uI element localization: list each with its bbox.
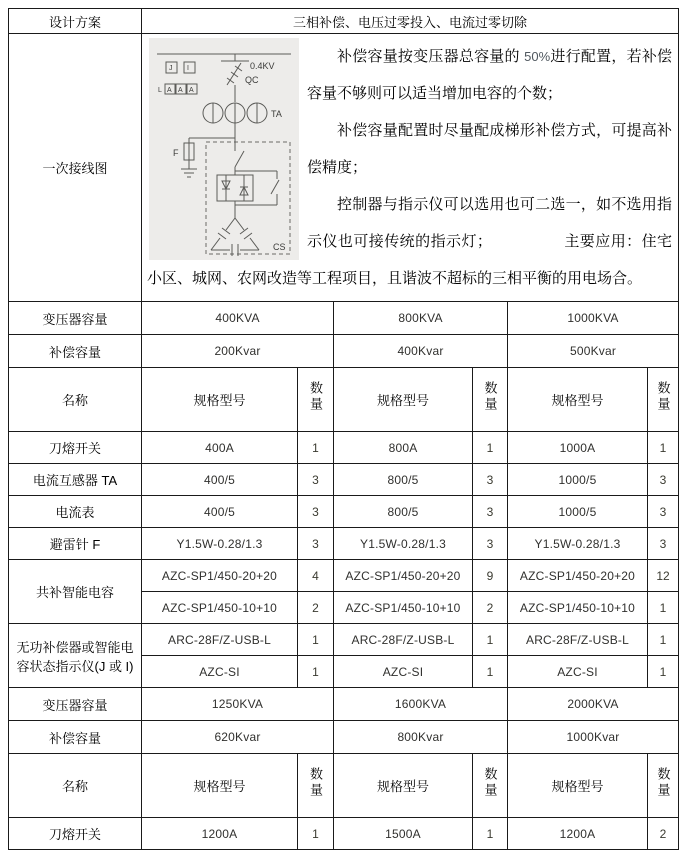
qty-header-text: 数量 [655,767,671,799]
compensation-capacity-label: 补偿容量 [9,335,142,368]
spec-cell: AZC-SI [334,656,473,688]
controller-group-name: 无功补偿器或智能电容状态指示仪(J 或 I) [9,624,142,688]
spec-cell: 1000/5 [508,464,648,496]
qty-cell: 1 [298,818,334,850]
spec-cell: ARC-28F/Z-USB-L [508,624,648,656]
spec-cell: AZC-SP1/450-20+20 [508,560,648,592]
qty-cell: 2 [473,592,508,624]
equipment-row [9,432,679,464]
spec-cell: 1000A [508,432,648,464]
design-scheme-label: 设计方案 [9,9,142,34]
qty-cell: 3 [298,528,334,560]
spec-cell: 800/5 [334,496,473,528]
qc-label: QC [245,75,259,85]
name-header: 名称 [9,368,142,432]
transformer-value: 400KVA [142,302,334,335]
compensation-value: 200Kvar [142,335,334,368]
table-header-row-2 [9,754,679,818]
one-line-diagram-svg [149,38,299,260]
qty-header [473,368,508,432]
qty-cell: 3 [473,528,508,560]
a3-label: A [189,87,194,94]
arrester-symbol [181,138,235,177]
spec-cell: 400/5 [142,496,298,528]
equipment-row [9,528,679,560]
equipment-name: 电流互感器 TA [9,464,142,496]
qty-cell: 3 [473,496,508,528]
diagram-and-notes-cell [142,34,679,302]
ta-label: TA [271,109,282,119]
compensation-value: 400Kvar [334,335,508,368]
diagram-row [9,34,679,302]
spec-header: 规格型号 [508,754,648,818]
spec-cell: AZC-SP1/450-10+10 [334,592,473,624]
qty-cell: 1 [648,592,679,624]
spec-cell: AZC-SP1/450-10+10 [142,592,298,624]
design-scheme-row [9,9,679,34]
qty-cell: 1 [298,656,334,688]
transformer-value: 1000KVA [508,302,679,335]
transformer-value: 800KVA [334,302,508,335]
delta-capacitor-symbol [211,218,259,256]
equipment-name: 刀熔开关 [9,818,142,850]
qty-cell: 4 [298,560,334,592]
spec-sheet [8,8,679,850]
spec-header: 规格型号 [508,368,648,432]
transformer-capacity-row-1 [9,302,679,335]
a2-label: A [178,87,183,94]
spec-cell: ARC-28F/Z-USB-L [142,624,298,656]
note1-percent: 50% [524,49,551,64]
compensation-value: 1000Kvar [508,721,679,754]
qty-cell: 3 [473,464,508,496]
name-header: 名称 [9,754,142,818]
qty-cell: 1 [473,432,508,464]
qty-cell: 2 [648,818,679,850]
spec-cell: 400/5 [142,464,298,496]
transformer-capacity-label: 变压器容量 [9,302,142,335]
equipment-row [9,464,679,496]
i-box-label: I [187,65,189,72]
qty-header-text: 数量 [482,767,498,799]
qty-header-text: 数量 [308,767,323,799]
qty-cell: 1 [648,656,679,688]
qty-cell: 3 [298,464,334,496]
l-label: L [158,87,162,94]
note-paragraph-2: 补偿容量配置时尽量配成梯形补偿方式，可提高补偿精度； [307,122,673,176]
spec-header: 规格型号 [334,754,473,818]
spec-cell: Y1.5W-0.28/1.3 [142,528,298,560]
qty-cell: 1 [298,432,334,464]
spec-header: 规格型号 [142,754,298,818]
note1-pre: 补偿容量按变压器总容量的 [337,48,525,65]
contact-switch-symbol [235,151,244,167]
spec-cell: AZC-SI [142,656,298,688]
indicator-boxes [166,62,195,73]
voltage-label: 0.4KV [250,61,275,71]
spec-cell: Y1.5W-0.28/1.3 [334,528,473,560]
spec-cell: AZC-SP1/450-20+20 [142,560,298,592]
qty-cell: 3 [648,496,679,528]
spec-cell: 1200A [508,818,648,850]
spec-cell: AZC-SP1/450-10+10 [508,592,648,624]
capacitor-group-name: 共补智能电容 [9,560,142,624]
equipment-name: 电流表 [9,496,142,528]
table-header-row-1 [9,368,679,432]
compensation-capacity-label: 补偿容量 [9,721,142,754]
spec-cell: AZC-SP1/450-20+20 [334,560,473,592]
spec-header: 规格型号 [334,368,473,432]
qty-cell: 1 [473,818,508,850]
spec-cell: 1200A [142,818,298,850]
equipment-row [9,818,679,850]
qty-header [298,368,334,432]
compensation-value: 620Kvar [142,721,334,754]
compensation-capacity-row-2 [9,721,679,754]
one-line-diagram [149,38,299,260]
ammeter-boxes [158,84,197,94]
diagram-label: 一次接线图 [9,34,142,302]
qty-cell: 3 [648,464,679,496]
transformer-value: 1250KVA [142,688,334,721]
capacitor-group-row-1 [9,560,679,592]
transformer-capacity-row-2 [9,688,679,721]
qty-cell: 3 [648,528,679,560]
thyristor-block-symbol [217,175,253,201]
spec-cell: 400A [142,432,298,464]
qty-header-text: 数量 [482,381,498,413]
a1-label: A [167,87,172,94]
spec-cell: AZC-SI [508,656,648,688]
spec-cell: ARC-28F/Z-USB-L [334,624,473,656]
equipment-name: 避雷针 F [9,528,142,560]
spec-table [8,8,679,850]
equipment-row [9,496,679,528]
qty-cell: 2 [298,592,334,624]
spec-header: 规格型号 [142,368,298,432]
controller-group-row-1 [9,624,679,656]
equipment-name: 刀熔开关 [9,432,142,464]
qty-cell: 1 [473,624,508,656]
compensation-value: 500Kvar [508,335,679,368]
f-label: F [173,148,179,158]
j-box-label: J [169,65,173,72]
design-scheme-value: 三相补偿、电压过零投入、电流过零切除 [142,9,679,34]
qty-cell: 1 [298,624,334,656]
qty-header-text: 数量 [308,381,323,413]
qty-header [648,754,679,818]
qty-header [298,754,334,818]
spec-cell: 800/5 [334,464,473,496]
qty-cell: 9 [473,560,508,592]
cs-label: CS [273,242,286,252]
compensation-value: 800Kvar [334,721,508,754]
spec-cell: 800A [334,432,473,464]
transformer-value: 2000KVA [508,688,679,721]
qty-header-text: 数量 [655,381,671,413]
qty-cell: 1 [648,432,679,464]
spec-cell: 1000/5 [508,496,648,528]
qty-header [473,754,508,818]
compensation-capacity-row-1 [9,335,679,368]
transformer-value: 1600KVA [334,688,508,721]
bypass-contact-symbol [235,171,279,205]
qty-cell: 12 [648,560,679,592]
note4-text: 主要应用：住宅小区、城网、农网改造等工程项目，且谐波不超标的三相平衡的用电场合。 [147,233,673,287]
note3-text: 控制器与指示仪可以选用也可二选一，如不选用指示仪也可接传统的指示灯； [307,196,673,250]
qc-switch-symbol [227,63,242,85]
spec-cell: Y1.5W-0.28/1.3 [508,528,648,560]
qty-header [648,368,679,432]
spec-cell: 1500A [334,818,473,850]
qty-cell: 1 [648,624,679,656]
qty-cell: 3 [298,496,334,528]
qty-cell: 1 [473,656,508,688]
note1-post: 进行配置，若补偿容量不够则可以适当增加电容的个数； [307,48,673,102]
transformer-capacity-label: 变压器容量 [9,688,142,721]
current-transformers-symbol [203,103,267,123]
